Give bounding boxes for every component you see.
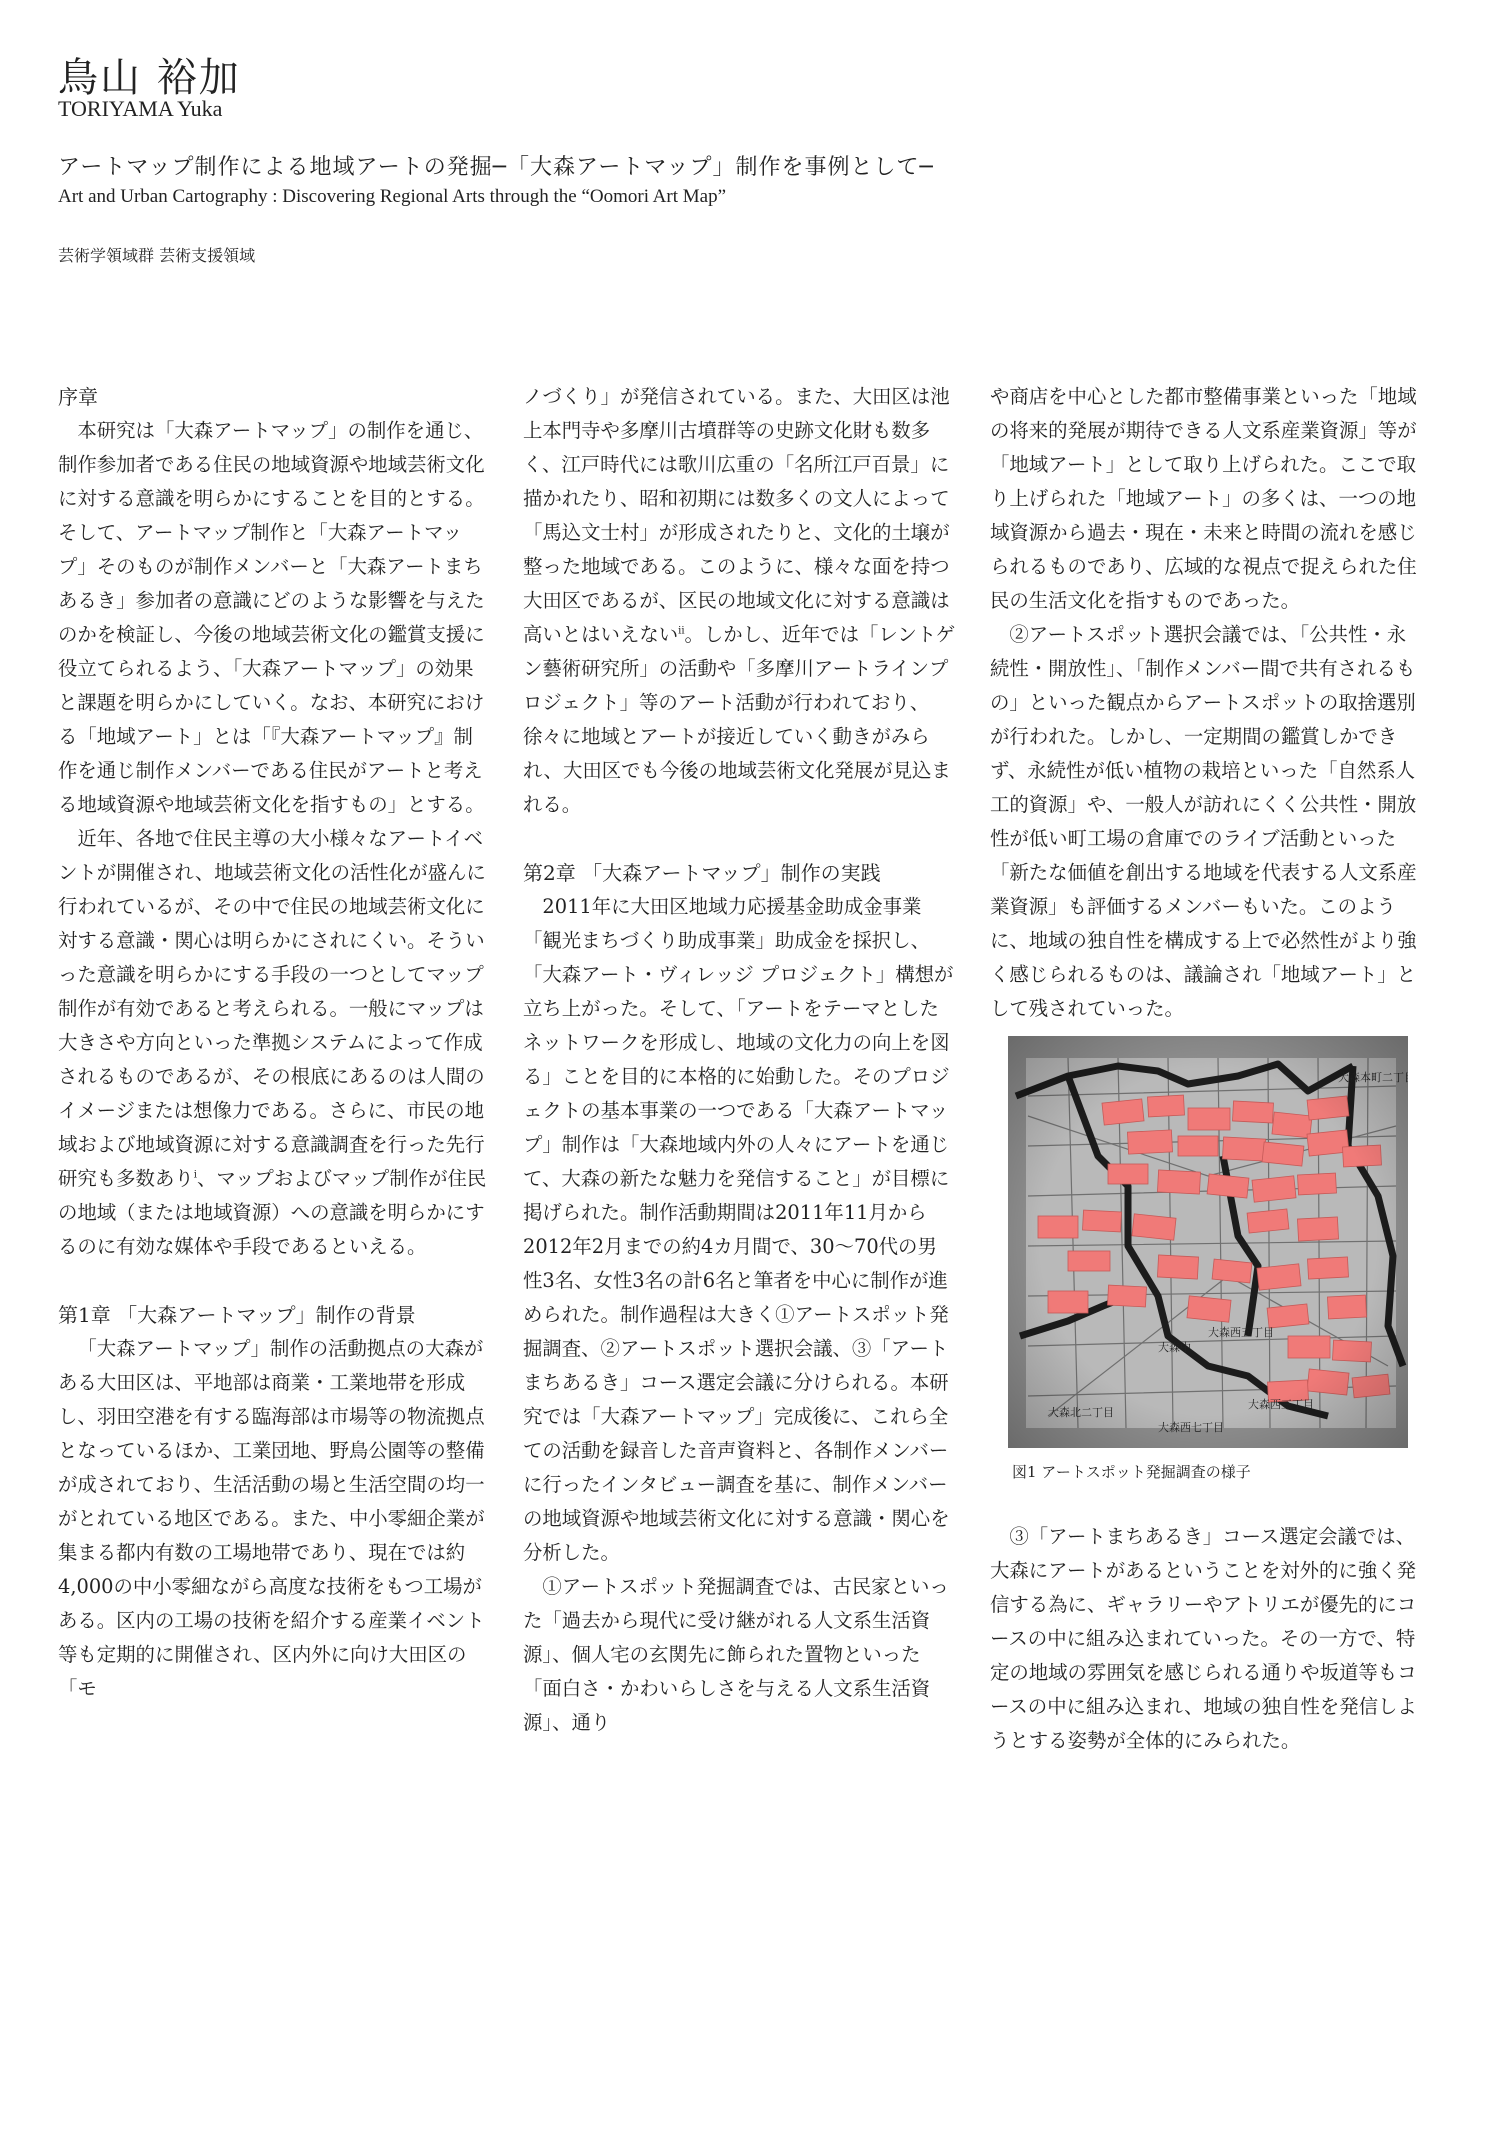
paragraph: 「大森アートマップ」制作の活動拠点の大森がある大田区は、平地部は商業・工業地帯を形成し、羽田空港を有する臨海部は市場等の物流拠点となっているほか、工業団地、野鳥公園等の整備が成されており、生活活動の場と生活空間の均一がとれている地区である。また、中小零細企業が集まる都内有数の工場地帯であり、現在では約4,000の中小零細ながら高度な技術をもつ工場がある。区内の工場の技術を紹介する産業イベント等も定期的に開催され、区内外に向け大田区の「モ (58, 1337, 485, 1700)
paragraph-text: 、マップおよびマップ制作が住民の地域（または地域資源）への意識を明らかにするのに有効な媒体や手段であるといえる。 (58, 1167, 487, 1258)
paragraph: 2011年に大田区地域力応援基金助成金事業「観光まちづくり助成事業」助成金を採択し、「大森アート・ヴィレッジ プロジェクト」構想が立ち上がった。そして、「アートをテーマとしたネットワークを形成し、地域の文化力の向上を図る」ことを目的に本格的に始動した。そのプロジェクトの基本事業の一つである「大森アートマップ」制作は「大森地域内外の人々にアートを通じて、大森の新たな魅力を発信すること」が目標に掲げられた。制作活動期間は2011年11月から2012年2月までの約4カ月間で、30〜70代の男性3名、女性3名の計6名と筆者を中心に制作が進められた。制作過程は大きく①アートスポット発掘調査、②アートスポット選択会議、③「アートまちあるき」コース選定会議に分けられる。本研究では「大森アートマップ」完成後に、これら全ての活動を録音した音声資料と、各制作メンバーに行ったインタビュー調査を基に、制作メンバーの地域資源や地域芸術文化に対する意識・関心を分析した。 (523, 895, 954, 1564)
footnote-ref[interactable]: ii (678, 625, 685, 637)
paragraph-text: ノづくり」が発信されている。また、大田区は池上本門寺や多摩川古墳群等の史跡文化財も数多く、江戸時代には歌川広重の「名所江戸百景」に描かれたり、昭和初期には数多くの文人によって「馬込文士村」が形成されたりと、文化的土壌が整った地域である。このように、様々な面を持つ大田区であるが、区民の地域文化に対する意識は高いとはいえない (523, 385, 950, 646)
footnote-ref[interactable]: i (193, 1169, 197, 1181)
paragraph: ①アートスポット発掘調査では、古民家といった「過去から現代に受け継がれる人文系生活資源」、個人宅の玄関先に飾られた置物といった「面白さ・かわいらしさを与える人文系生活資源」、通り (523, 1575, 949, 1734)
paragraph (523, 380, 956, 822)
column-1 (58, 380, 491, 1706)
paragraph: ②アートスポット選択会議では、「公共性・永続性・開放性」、「制作メンバー間で共有されるもの」といった観点からアートスポットの取捨選別が行われた。しかし、一定期間の鑑賞しかできず、永続性が低い植物の栽培といった「自然系人工的資源」や、一般人が訪れにくく公共性・開放性が低い町工場の倉庫でのライブ活動といった「新たな価値を創出する地域を代表する人文系産業資源」も評価するメンバーもいた。このように、地域の独自性を構成する上で必然性がより強く感じられるものは、議論され「地域アート」として残されていった。 (990, 623, 1417, 1020)
research-field: 芸術学領域群 芸術支援領域 (58, 246, 256, 265)
map-photo-illustration (1008, 1036, 1408, 1448)
column-3 (990, 380, 1422, 1758)
section-heading-intro: 序章 (58, 385, 98, 409)
author-name-en: TORIYAMA Yuka (58, 96, 223, 121)
author-name-jp: 鳥山 裕加 (58, 55, 241, 101)
paragraph: 本研究は「大森アートマップ」の制作を通じ、制作参加者である住民の地域資源や地域芸術文化に対する意識を明らかにすることを目的とする。そして、アートマップ制作と「大森アートマップ」そのものが制作メンバーと「大森アートまちあるき」参加者の意識にどのような影響を与えたのかを検証し、今後の地域芸術文化の鑑賞支援に役立てられるよう、「大森アートマップ」の効果と課題を明らかにしていく。なお、本研究における「地域アート」とは「『大森アートマップ』制作を通じ制作メンバーである住民がアートと考える地域資源や地域芸術文化を指すもの」とする。 (58, 419, 485, 816)
section-heading-ch2: 第2章 「大森アートマップ」制作の実践 (523, 861, 881, 885)
section-heading-ch1: 第1章 「大森アートマップ」制作の背景 (58, 1303, 416, 1327)
paragraph: ③「アートまちあるき」コース選定会議では、大森にアートがあるということを対外的に強く発信する為に、ギャラリーやアトリエが優先的にコースの中に組み込まれていった。その一方で、特定の地域の雰囲気を感じられる通りや坂道等もコースの中に組み込まれ、地域の独自性を発信しようとする姿勢が全体的にみられた。 (990, 1525, 1417, 1752)
paragraph-text: 近年、各地で住民主導の大小様々なアートイベントが開催され、地域芸術文化の活性化が盛んに行われているが、その中で住民の地域芸術文化に対する意識・関心は明らかにされにくい。そういった意識を明らかにする手段の一つとしてマップ制作が有効であると考えられる。一般にマップは大きさや方向といった準拠システムによって作成されるものであるが、その根底にあるのは人間のイメージまたは想像力である。さらに、市民の地域および地域資源に対する意識調査を行った先行研究も多数あり (58, 827, 486, 1190)
paragraph-text: 。しかし、近年では「レントゲン藝術研究所」の活動や「多摩川アートラインプロジェクト」等のアート活動が行われており、徐々に地域とアートが接近していく動きがみられ、大田区でも今後の地域芸術文化発展が見込まれる。 (523, 623, 956, 816)
figure-1-photo (1008, 1036, 1408, 1448)
column-2 (523, 380, 956, 1740)
paragraph (58, 822, 491, 1264)
paper-title-en: Art and Urban Cartography : Discovering Regional Arts through the “Oomori Art Map” (58, 186, 727, 207)
paragraph: や商店を中心とした都市整備事業といった「地域の将来的発展が期待できる人文系産業資源」等が「地域アート」として取り上げられた。ここで取り上げられた「地域アート」の多くは、一つの地域資源から過去・現在・未来と時間の流れを感じられるものであり、広域的な視点で捉えられた住民の生活文化を指すものであった。 (990, 385, 1417, 612)
figure-1-caption: 図1 アートスポット発掘調査の様子 (1012, 1463, 1251, 1481)
paper-title-jp: アートマップ制作による地域アートの発掘─「大森アートマップ」制作を事例として─ (58, 155, 934, 180)
